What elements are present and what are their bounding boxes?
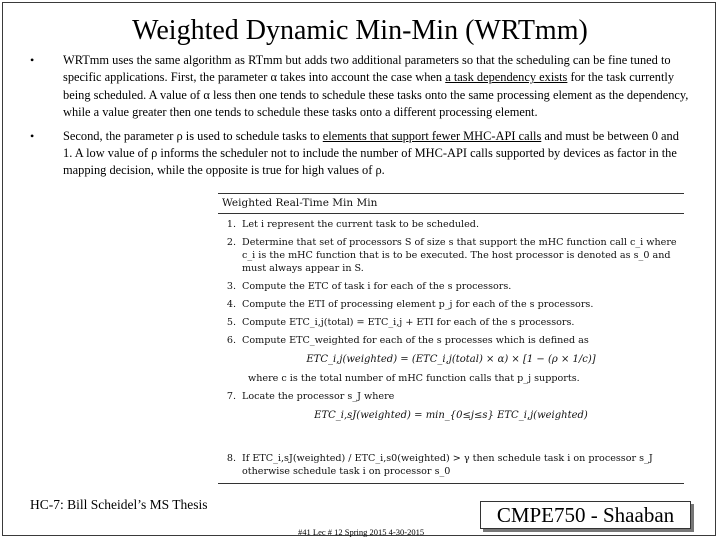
algorithm-step [218, 334, 684, 347]
algorithm-bottom-rule [218, 483, 684, 484]
spacer [218, 428, 684, 448]
algorithm-steps-final [218, 452, 684, 478]
bullet-text-part: and must be between 0 and 1. A low value of ρ informs the scheduler not to include the number of MHC-API calls supported by devices as factor in the mapping decision, while the opposite is true for high values of ρ. [63, 128, 679, 178]
underlined-phrase: a task dependency exists [445, 70, 568, 85]
step-text: Locate the processor s_J where [242, 391, 395, 402]
bullet-item-alpha [30, 52, 690, 122]
step-text: Compute ETC_i,j(total) = ETC_i,j + ETI for each of the s processors. [242, 317, 575, 328]
step-text: Compute the ETI of processing element p_j for each of the s processors. [242, 299, 594, 310]
step-number: 5. [226, 317, 236, 328]
step-text: If ETC_i,sJ(weighted) / ETC_i,s0(weighted) > γ then schedule task i on processor s_J otherwise schedule task i on processor s_0 [242, 453, 653, 477]
step-number: 2. [226, 237, 236, 248]
slide-title: Weighted Dynamic Min-Min (WRTmm) [132, 15, 588, 46]
step-text: Compute the ETC of task i for each of the s processors. [242, 281, 512, 292]
step-number: 7. [226, 391, 236, 402]
step-text: Determine that set of processors S of size s that support the mHC function call c_i where c_i is the mHC function that is to be executed. The host processor is denoted as s_0 and must always appear in S. [242, 237, 677, 274]
algorithm-step [218, 218, 684, 231]
step-number: 4. [226, 299, 236, 310]
source-citation: HC-7: Bill Scheidel’s MS Thesis [30, 497, 208, 512]
algorithm-steps [218, 218, 684, 347]
underlined-phrase: elements that support fewer MHC-API calls [322, 128, 542, 143]
algorithm-step [218, 298, 684, 311]
min-etc-formula: ETC_i,sJ(weighted) = min_{0≤j≤s} ETC_i,j(weighted) [314, 410, 588, 421]
algorithm-step [218, 390, 684, 403]
step-text: Compute ETC_weighted for each of the s processes which is defined as [242, 335, 589, 346]
algorithm-step [218, 452, 684, 478]
algorithm-step [218, 316, 684, 329]
step-number: 8. [226, 453, 236, 464]
bullet-symbol: • [30, 53, 35, 67]
bullet-list [30, 52, 690, 186]
bullet-text-part: WRTmm uses the same algorithm as RTmm but adds two additional parameters so that the scheduling can be fine tuned to specific applications. First, the parameter α takes into account the case when [63, 53, 671, 85]
algorithm-box [218, 193, 684, 497]
bullet-text-part: Second, the parameter ρ is used to schedule tasks to [63, 128, 323, 143]
step-text: Let i represent the current task to be scheduled. [242, 219, 479, 230]
algorithm-step [218, 236, 684, 275]
algorithm-title: Weighted Real-Time Min Min [218, 193, 684, 214]
course-brand-box: CMPE750 - Shaaban [480, 501, 691, 529]
step-number: 1. [226, 219, 236, 230]
bullet-symbol: • [30, 128, 35, 143]
weighted-etc-formula: ETC_i,j(weighted) = (ETC_i,j(total) × α) × [1 − (ρ × 1/c)] [306, 354, 596, 365]
slide-footer: #41 Lec # 12 Spring 2015 4-30-2015 [298, 527, 425, 537]
algorithm-steps-continued [218, 390, 684, 403]
step-number: 3. [226, 281, 236, 292]
bullet-text-part: for the task currently being scheduled. A value of α less then one tends to schedule these tasks onto the same processing element as the dependency, while a value greater then one tends to schedule these tasks onto a different processing element. [63, 70, 689, 120]
bullet-item-rho [30, 128, 690, 180]
step-number: 6. [226, 335, 236, 346]
algorithm-step [218, 280, 684, 293]
formula-note: where c is the total number of mHC function calls that p_j supports. [248, 373, 580, 384]
